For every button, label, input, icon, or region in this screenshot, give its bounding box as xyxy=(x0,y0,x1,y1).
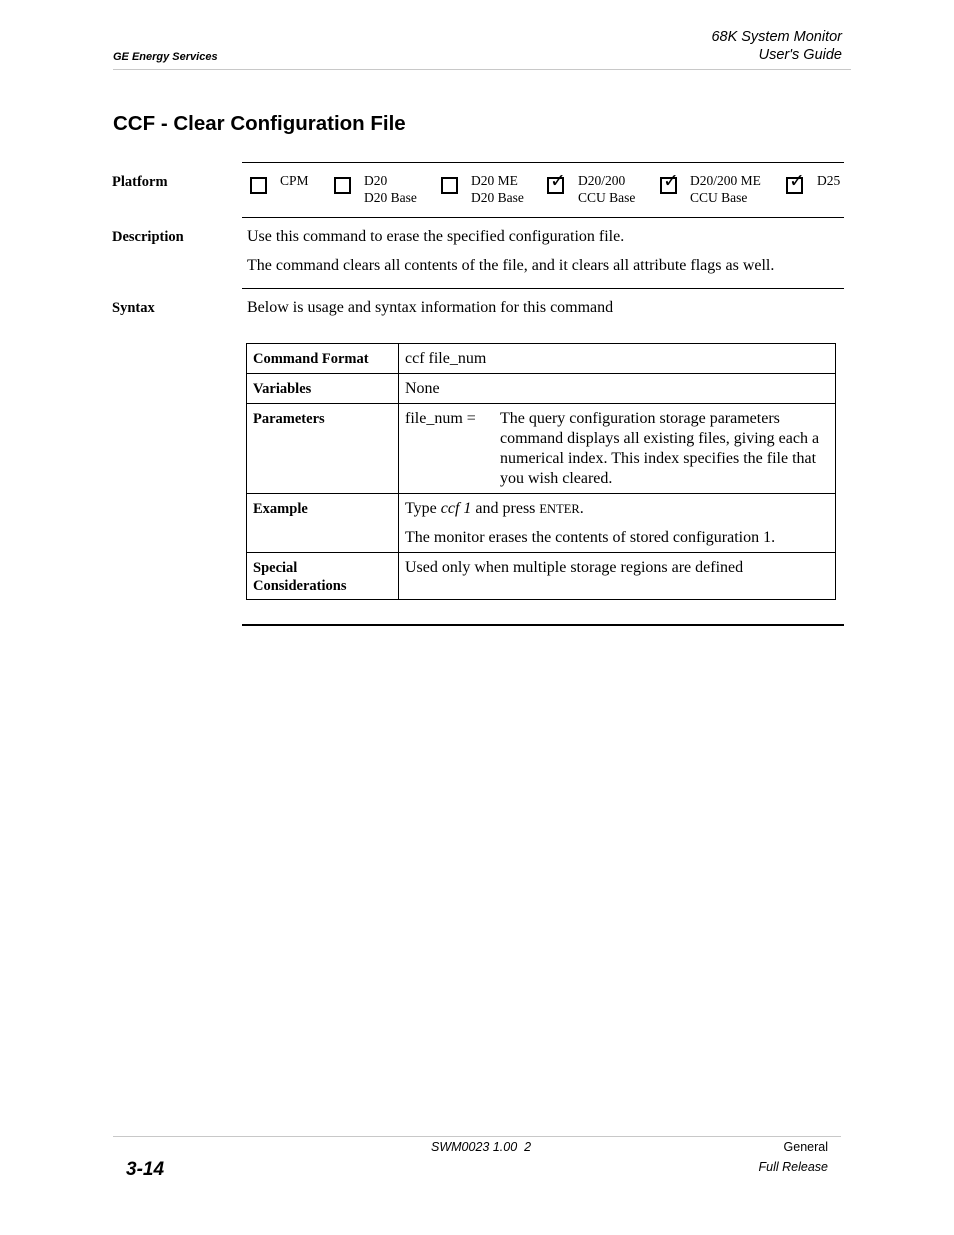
platform-option-d25 xyxy=(817,172,840,189)
platform-checkbox-d20-200-me xyxy=(660,170,679,194)
example-result: The monitor erases the contents of stored configuration 1. xyxy=(405,529,776,546)
example-value xyxy=(399,494,836,553)
platform-option-line1: D20 ME xyxy=(471,173,518,188)
platform-checkbox-d25 xyxy=(786,170,805,194)
table-row xyxy=(247,494,836,553)
platform-checkbox-d20-me xyxy=(441,177,458,194)
description-paragraph: Use this command to erase the specified configuration file. xyxy=(247,228,625,245)
section-divider xyxy=(242,217,844,218)
syntax-table xyxy=(246,343,836,600)
document-number: SWM0023 1.00 2 xyxy=(431,1140,532,1154)
parameter-name: file_num = xyxy=(405,410,476,427)
platform-option-cpm xyxy=(280,172,309,189)
release-status: Full Release xyxy=(758,1160,828,1174)
variables-value: None xyxy=(399,374,836,404)
example-end-text: . xyxy=(579,500,584,517)
description-label: Description xyxy=(112,229,184,245)
example-key: ENTER xyxy=(539,502,580,516)
table-row xyxy=(247,374,836,404)
company-name: GE Energy Services xyxy=(113,51,218,63)
checkmark-icon: ✓ xyxy=(789,170,805,192)
platform-label: Platform xyxy=(112,174,168,190)
platform-option-d20 xyxy=(364,172,417,206)
footer-divider xyxy=(113,1136,841,1137)
special-label-line1: Special xyxy=(253,560,298,576)
platform-option-line2: CCU Base xyxy=(578,190,636,205)
platform-option-line2: D20 Base xyxy=(364,190,417,205)
example-command: ccf 1 xyxy=(440,500,472,517)
platform-checkbox-d20 xyxy=(334,177,351,194)
platform-option-d20-200 xyxy=(578,172,635,206)
platform-option-line1: D20/200 ME xyxy=(690,173,761,188)
document-title-line2: User's Guide xyxy=(758,47,842,63)
classification: General xyxy=(783,1140,828,1154)
platform-option-line1: D20 xyxy=(364,173,388,188)
page-number: 3-14 xyxy=(126,1159,165,1180)
platform-checkbox-cpm xyxy=(250,177,267,194)
document-title-line1: 68K System Monitor xyxy=(711,29,842,45)
section-divider xyxy=(242,162,844,163)
platform-option-line2: CCU Base xyxy=(690,190,748,205)
platform-option-line1: D20/200 xyxy=(578,173,626,188)
special-considerations-label xyxy=(247,553,399,600)
checkmark-icon: ✓ xyxy=(663,170,679,192)
header-divider xyxy=(113,69,851,70)
section-divider xyxy=(242,288,844,289)
platform-option-line2: D20 Base xyxy=(471,190,524,205)
description-paragraph: The command clears all contents of the file, and it clears all attribute flags as well. xyxy=(247,257,775,274)
platform-checkbox-d20-200 xyxy=(547,170,566,194)
example-type-text: Type xyxy=(405,500,441,517)
document-title xyxy=(711,28,842,64)
table-row xyxy=(247,404,836,494)
special-label-line2: Considerations xyxy=(253,578,347,594)
parameter-description: The query configuration storage parameters command displays all existing files, giving each a numerical index. This index specifies the file that you wish cleared. xyxy=(500,410,820,487)
syntax-intro: Below is usage and syntax information for this command xyxy=(247,299,614,316)
syntax-label: Syntax xyxy=(112,300,155,316)
example-instruction xyxy=(405,499,829,519)
special-considerations-value: Used only when multiple storage regions are defined xyxy=(399,553,836,600)
example-label: Example xyxy=(247,494,399,553)
page-title: CCF - Clear Configuration File xyxy=(113,112,406,135)
table-row xyxy=(247,344,836,374)
variables-label: Variables xyxy=(247,374,399,404)
platform-option-d20-me xyxy=(471,172,524,206)
command-format-label: Command Format xyxy=(247,344,399,374)
checkmark-icon: ✓ xyxy=(550,170,566,192)
example-press-text: and press xyxy=(471,500,540,517)
table-row xyxy=(247,553,836,600)
command-format-value: ccf file_num xyxy=(399,344,836,374)
platform-option-line1: CPM xyxy=(280,173,309,188)
platform-option-d20-200-me xyxy=(690,172,761,206)
parameters-label: Parameters xyxy=(247,404,399,494)
section-end-divider xyxy=(242,624,844,626)
parameters-value xyxy=(399,404,836,494)
platform-option-line1: D25 xyxy=(817,173,841,188)
